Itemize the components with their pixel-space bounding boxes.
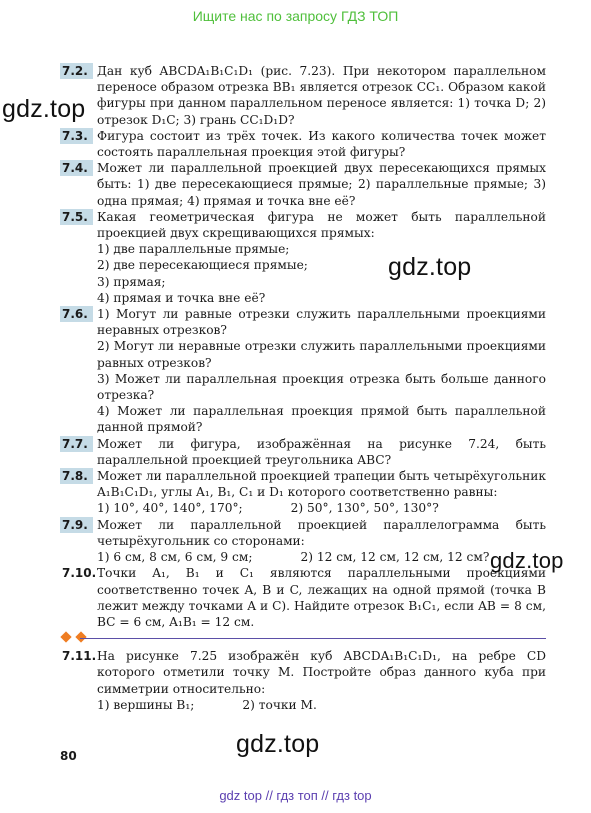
problem-text: Может ли параллельной проекцией параллелограмма быть четырёхугольник со сторонами:: [97, 517, 546, 548]
problem-number: 7.9.: [60, 517, 93, 533]
problem-number: 7.3.: [60, 128, 93, 144]
problem-7-11: [60, 648, 546, 713]
problem-text: Какая геометрическая фигура не может быть параллельной проекцией двух скрещивающихся прямых:: [97, 209, 546, 241]
page-number: 80: [60, 749, 77, 763]
diamond-icon: [75, 631, 86, 642]
option-1: 1) 10°, 40°, 140°, 170°;: [97, 501, 243, 516]
problem-number: 7.7.: [60, 436, 93, 452]
diamond-icon: [60, 631, 71, 642]
problem-number: 7.4.: [60, 160, 93, 176]
option-2: 2) 50°, 130°, 50°, 130°?: [290, 501, 439, 516]
problem-7-7: [60, 436, 546, 468]
problem-number: 7.5.: [60, 209, 93, 225]
watermark: gdz.top: [2, 95, 86, 123]
problem-text: На рисунке 7.25 изображён куб ABCDA₁B₁C₁D₁, на ребре CD которого отметили точку M. Постройте образ данного куба при симметрии относительно:: [97, 649, 546, 696]
problem-list: [60, 63, 546, 713]
problem-text: Точки A₁, B₁ и C₁ являются параллельными проекциями соответственно точек A, B и C, лежащих на одной прямой (точка B лежит между точками A и C). Найдите отрезок B₁C₁, если AB = 8 см, BC = 6 см, A₁B₁ = 12 см.: [97, 566, 546, 629]
problem-text: Фигура состоит из трёх точек. Из какого количества точек может состоять параллельная проекция этой фигуры?: [97, 128, 546, 160]
bottom-links[interactable]: gdz top // гдз топ // гдз top: [219, 788, 372, 803]
option-2: 2) две пересекающиеся прямые;: [97, 258, 308, 273]
problem-text: Может ли параллельной проекцией двух пересекающихся прямых быть: 1) две пересекающиеся прямые; 2) параллельные прямые; 3) одна прямая; 4) прямая и точка вне её?: [97, 161, 546, 208]
option-1: 1) вершины B₁;: [97, 697, 195, 712]
top-banner[interactable]: Ищите нас по запросу ГДЗ ТОП: [192, 8, 399, 24]
problem-7-3: [60, 128, 546, 160]
problem-7-9: [60, 517, 546, 566]
section-divider: [60, 631, 546, 645]
option-2: 2) 12 см, 12 см, 12 см, 12 см?: [300, 550, 490, 565]
problem-number: 7.10.: [62, 566, 97, 581]
question-4: 4) Может ли параллельная проекция прямой быть параллельной данной прямой?: [97, 404, 546, 435]
question-2: 2) Могут ли неравные отрезки служить параллельными проекциями равных отрезков?: [97, 339, 546, 370]
problem-7-8: [60, 468, 546, 517]
problem-number: 7.6.: [60, 306, 93, 322]
divider-line: [80, 638, 546, 639]
problem-7-5: [60, 209, 546, 306]
problem-number: 7.11.: [62, 649, 97, 664]
problem-7-6: [60, 306, 546, 436]
option-2: 2) точки M.: [242, 697, 317, 712]
option-4: 4) прямая и точка вне её?: [97, 290, 266, 305]
problem-number: 7.8.: [60, 468, 93, 484]
watermark: gdz.top: [490, 548, 564, 573]
question-1: 1) Могут ли равные отрезки служить параллельными проекциями неравных отрезков?: [97, 307, 546, 338]
problem-text: Может ли параллельной проекцией трапеции быть четырёхугольник A₁B₁C₁D₁, углы A₁, B₁, C₁ и D₁ которого соответственно равны:: [97, 469, 546, 500]
problem-7-4: [60, 160, 546, 209]
problem-7-10: [60, 565, 546, 630]
option-1: 1) две параллельные прямые;: [97, 242, 290, 257]
question-3: 3) Может ли параллельная проекция отрезка быть больше данного отрезка?: [97, 371, 546, 403]
problem-7-2: [60, 63, 546, 128]
watermark: gdz.top: [236, 730, 320, 758]
problem-text: Может ли фигура, изображённая на рисунке 7.24, быть параллельной проекцией треугольника ABC?: [97, 436, 546, 467]
problem-number: 7.2.: [60, 63, 93, 79]
problem-text: Дан куб ABCDA₁B₁C₁D₁ (рис. 7.23). При некотором параллельном переносе образом отрезка BB₁ является отрезок CC₁. Образом какой фигуры при данном параллельном переносе является: 1) точка D; 2) отрезок D₁C; 3) грань CC₁D₁D?: [97, 64, 546, 127]
option-1: 1) 6 см, 8 см, 6 см, 9 см;: [97, 550, 253, 565]
watermark: gdz.top: [388, 253, 472, 281]
option-3: 3) прямая;: [97, 274, 166, 289]
